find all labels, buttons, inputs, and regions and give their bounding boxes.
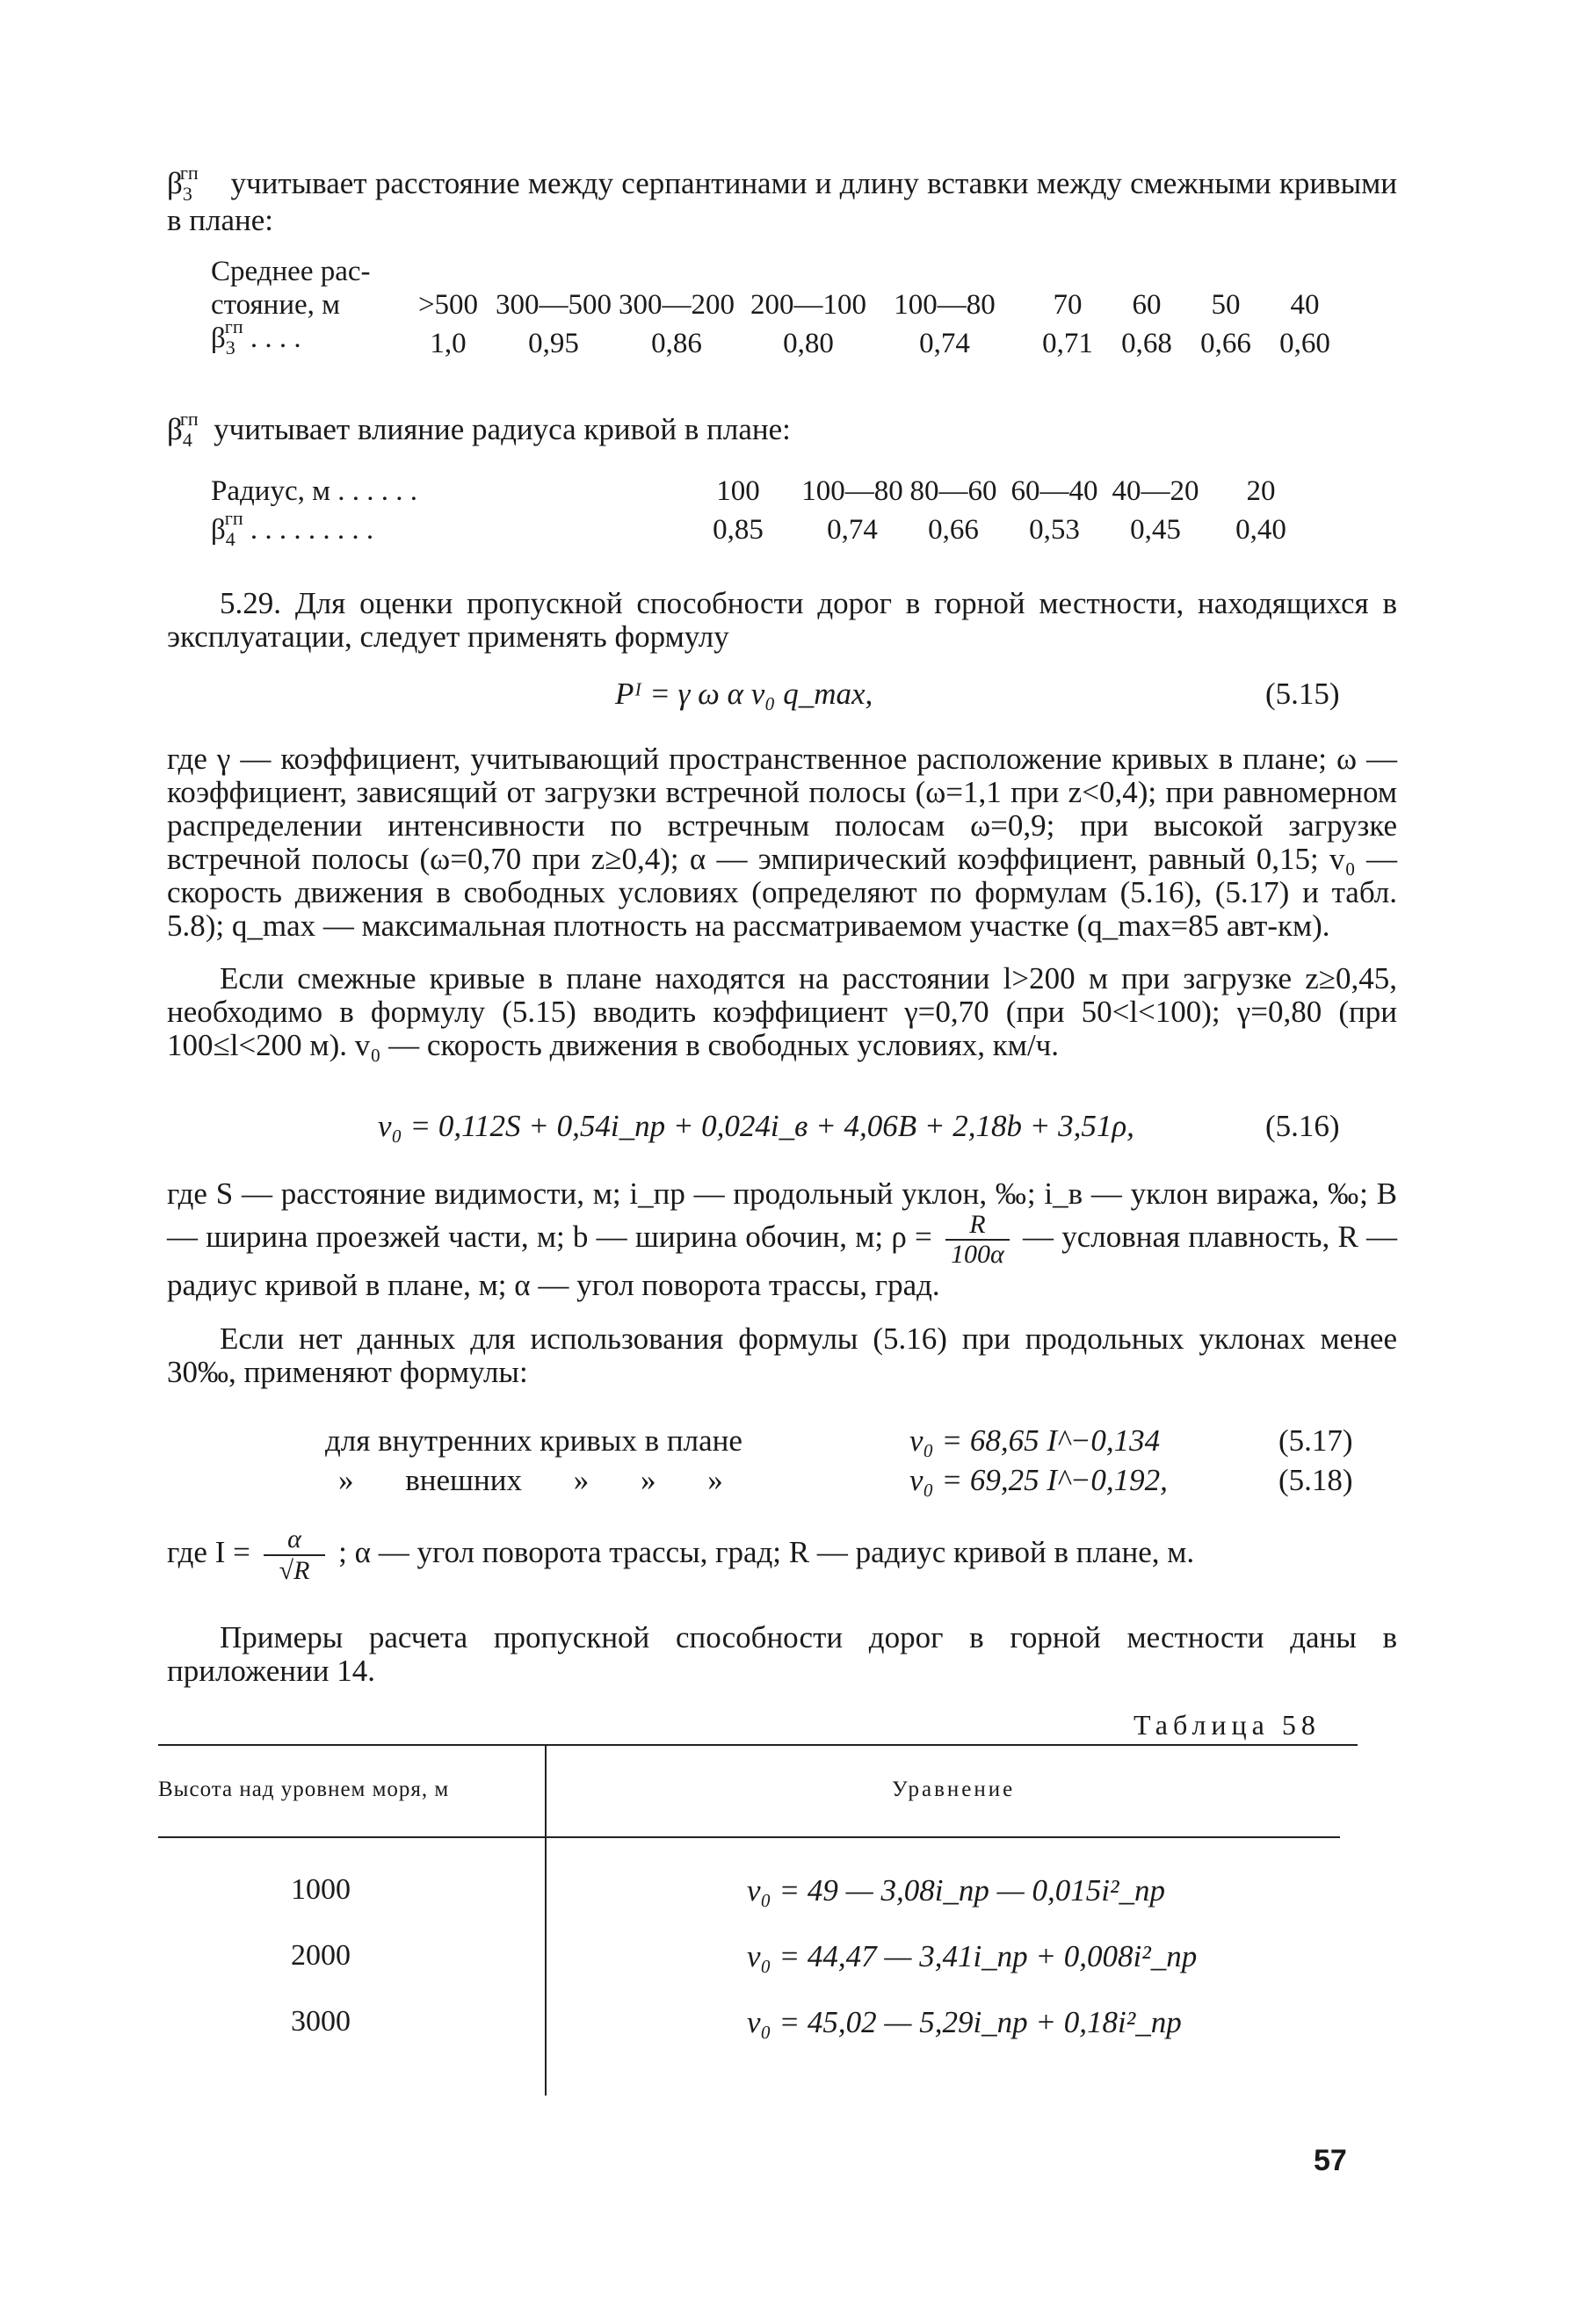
beta3-row-label-2: стояние, м — [211, 289, 341, 321]
beta4-radius-cell: 20 — [1246, 475, 1276, 507]
beta4-symbol: $\beta_4^{гп}$ — [167, 408, 199, 451]
page-number: 57 — [1314, 2144, 1347, 2177]
table-header-rule — [158, 1836, 1340, 1838]
section-5-29-text: 5.29. Для оценки пропускной способности дорог в горной местности, находящихся в эксплуатации, следует применять формулу — [167, 586, 1397, 654]
beta4-radius-cell: 80—60 — [909, 475, 997, 507]
beta4-value-cell: 0,74 — [827, 514, 878, 546]
rho-fraction: $\frac{R}{100\alpha}$ — [945, 1211, 1010, 1269]
beta3-intro-text: учитывает расстояние между серпантинами и длину вставки между смежными кривыми в плане: — [167, 166, 1398, 237]
formula-5-18: v₀ = 69,25 I^−0,192, — [909, 1463, 1168, 1497]
beta3-table — [211, 255, 1353, 369]
table-row-equation: v₀ = 44,47 — 3,41i_пр + 0,008i²_пр — [747, 1939, 1198, 1973]
formula-5-15: Pᴵ = γ ω α v₀ q_max, — [615, 677, 873, 711]
table-row-height: 1000 — [291, 1873, 351, 1906]
beta3-distance-cell: 40 — [1290, 289, 1320, 321]
formula-5-17-label: для внутренних кривых в плане — [325, 1423, 742, 1458]
formula-5-15-where: где γ — коэффициент, учитывающий пространственное расположение кривых в плане; ω — коэффициент, зависящий от загрузки встречной полосы (ω=1,1 при z<0,4); при равномерном распределении интенсивности по встречным полосам ω=0,9; при высокой загрузке встречной полосы (ω=0,70 при z≥0,4); α — эмпирический коэффициент, равный 0,15; v₀ — скорость движения в свободных условиях (определяют по формулам (5.16), (5.17) и табл. 5.8); q_max — максимальная плотность на рассматриваемом участке (q_max=85 авт-км). — [167, 742, 1397, 943]
formula-5-17: v₀ = 68,65 I^−0,134 — [909, 1423, 1161, 1458]
beta4-row2-label: $\beta_4^{гп}$ . . . . . . . . . — [211, 507, 374, 550]
beta4-radius-cell: 100—80 — [801, 475, 903, 507]
formula-5-17-number: (5.17) — [1278, 1423, 1353, 1458]
I-fraction: $\frac{\alpha}{√R}$ — [264, 1524, 326, 1586]
beta3-distance-cell: >500 — [417, 289, 479, 321]
beta3-row-label-1: Среднее рас- — [211, 256, 371, 287]
no-data-text: Если нет данных для использования формулы (5.16) при продольных уклонах менее 30‰, применяют формулы: — [167, 1321, 1397, 1389]
beta3-symbol: $\beta_3^{гп}$ — [167, 162, 199, 205]
examples-text: Примеры расчета пропускной способности дорог в горной местности даны в приложении 14. — [167, 1620, 1397, 1688]
table-row-height: 2000 — [291, 1939, 351, 1972]
beta3-distance-cell: 200—100 — [750, 289, 866, 321]
beta3-value-cell: 0,80 — [783, 328, 834, 359]
beta3-value-cell: 0,60 — [1279, 328, 1330, 359]
beta4-value-cell: 0,45 — [1130, 514, 1181, 546]
beta4-radius-cell: 60—40 — [1010, 475, 1098, 507]
table-column-divider — [545, 1744, 547, 2096]
beta3-value-cell: 0,71 — [1042, 328, 1093, 359]
beta3-value-cell: 0,68 — [1121, 328, 1172, 359]
formula-5-16-where: где S — расстояние видимости, м; i_пр — продольный уклон, ‰; i_в — уклон виража, ‰; B — ширина проезжей части, м; b — ширина обочин, м; ρ = $\frac{R}{100\alpha}$ — условная плавность, R — радиус кривой в плане, м; α — угол поворота трассы, град. — [167, 1176, 1398, 1302]
table-top-rule — [158, 1744, 1358, 1746]
table-row-equation: v₀ = 49 — 3,08i_пр — 0,015i²_пр — [747, 1873, 1166, 1908]
formula-5-16: v₀ = 0,112S + 0,54i_пр + 0,024i_в + 4,06B + 2,18b + 3,51ρ, — [378, 1109, 1134, 1143]
beta3-distance-cell: 60 — [1132, 289, 1162, 321]
beta4-value-cell: 0,66 — [928, 514, 979, 546]
beta4-value-cell: 0,53 — [1029, 514, 1080, 546]
table-58-title: Таблица 58 — [1134, 1709, 1321, 1741]
beta4-value-cell: 0,85 — [713, 514, 764, 546]
beta3-row2-label: $\beta_3^{гп}$ . . . . — [211, 315, 301, 358]
beta3-distance-cell: 300—200 — [619, 289, 735, 321]
beta4-table — [211, 474, 1353, 550]
formula-5-15-number: (5.15) — [1265, 677, 1340, 711]
beta3-value-cell: 0,86 — [651, 328, 702, 359]
beta4-intro — [167, 408, 1397, 451]
beta3-value-cell: 0,74 — [919, 328, 970, 359]
beta4-radius-cell: 100 — [716, 475, 760, 507]
beta4-row-label: Радиус, м . . . . . . — [211, 475, 417, 507]
beta3-distance-cell: 70 — [1053, 289, 1083, 321]
beta3-intro — [167, 162, 1398, 237]
beta3-distance-cell: 100—80 — [894, 289, 996, 321]
define-I: где I = $\frac{\alpha}{√R}$ ; α — угол поворота трассы, град; R — радиус кривой в плане, м. — [167, 1524, 1195, 1585]
beta3-value-cell: 1,0 — [430, 328, 467, 359]
beta3-value-cell: 0,95 — [528, 328, 579, 359]
beta3-distance-cell: 50 — [1211, 289, 1241, 321]
table-row-equation: v₀ = 45,02 — 5,29i_пр + 0,18i²_пр — [747, 2005, 1182, 2039]
table-row-height: 3000 — [291, 2005, 351, 2038]
beta4-radius-cell: 40—20 — [1112, 475, 1199, 507]
formula-5-16-number: (5.16) — [1265, 1109, 1340, 1143]
formula-5-18-number: (5.18) — [1278, 1463, 1353, 1497]
beta4-intro-text: учитывает влияние радиуса кривой в плане: — [214, 412, 791, 446]
adjacent-curves-text: Если смежные кривые в плане находятся на расстоянии l>200 м при загрузке z≥0,45, необходимо в формулу (5.15) вводить коэффициент γ=0,70 (при 50<l<100); γ=0,80 (при 100≤l<200 м). v₀ — скорость движения в свободных условиях, км/ч. — [167, 961, 1397, 1062]
beta4-value-cell: 0,40 — [1235, 514, 1286, 546]
formula-5-18-label: » внешних » » » — [338, 1463, 723, 1497]
table-header-height: Высота над уровнем моря, м — [158, 1777, 450, 1801]
table-header-equation: Уравнение — [892, 1777, 1016, 1801]
beta3-distance-cell: 300—500 — [496, 289, 612, 321]
beta3-value-cell: 0,66 — [1200, 328, 1251, 359]
